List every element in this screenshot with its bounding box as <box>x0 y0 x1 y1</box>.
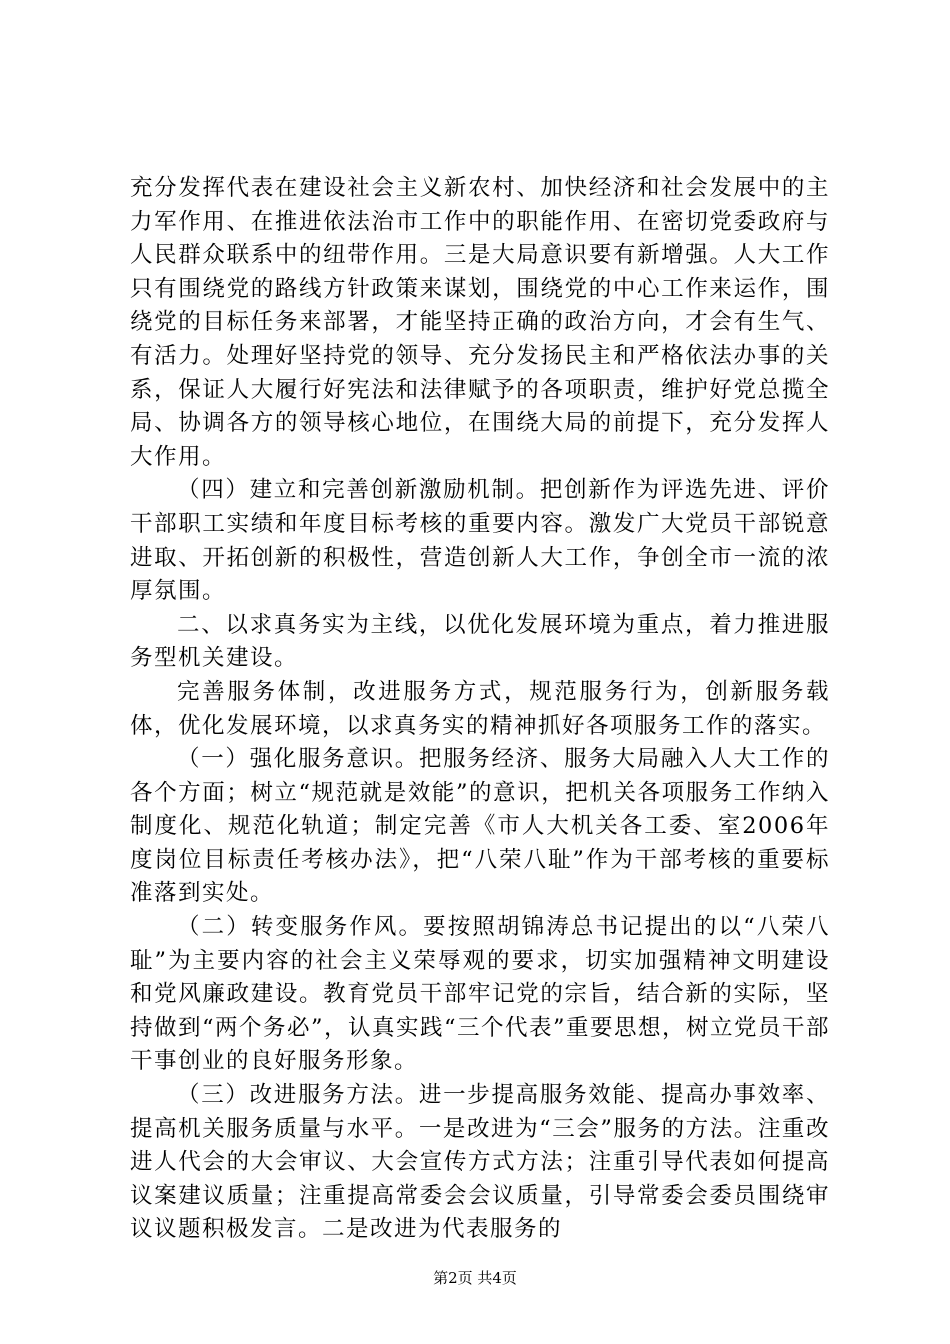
paragraph-5: （一）强化服务意识。把服务经济、服务大局融入人大工作的各个方面；树立“规范就是效能”的意识，把机关各项服务工作纳入制度化、规范化轨道；制定完善《市人大机关各工委、室2006年度岗位目标责任考核办法》，把“八荣八耻”作为干部考核的重要标准落到实处。 <box>130 746 830 907</box>
paragraph-3: 二、以求真务实为主线，以优化发展环境为重点，着力推进服务型机关建设。 <box>130 611 830 672</box>
paragraph-2: （四）建立和完善创新激励机制。把创新作为评选先进、评价干部职工实绩和年度目标考核的重要内容。激发广大党员干部锐意进取、开拓创新的积极性，营造创新人大工作，争创全市一流的浓厚氛围。 <box>130 477 830 605</box>
paragraph-4: 完善服务体制，改进服务方式，规范服务行为，创新服务载体，优化发展环境，以求真务实的精神抓好各项服务工作的落实。 <box>130 678 830 739</box>
paragraph-7: （三）改进服务方法。进一步提高服务效能、提高办事效率、提高机关服务质量与水平。一是改进为“三会”服务的方法。注重改进人代会的大会审议、大会宣传方式方法；注重引导代表如何提高议案建议质量；注重提高常委会会议质量，引导常委会委员围绕审议议题积极发言。二是改进为代表服务的 <box>130 1082 830 1243</box>
document-body <box>130 172 830 1247</box>
paragraph-6: （二）转变服务作风。要按照胡锦涛总书记提出的以“八荣八耻”为主要内容的社会主义荣辱观的要求，切实加强精神文明建设和党风廉政建设。教育党员干部牢记党的宗旨，结合新的实际，坚持做到“两个务必”，认真实践“三个代表”重要思想，树立党员干部干事创业的良好服务形象。 <box>130 914 831 1075</box>
paragraph-1: 充分发挥代表在建设社会主义新农村、加快经济和社会发展中的主力军作用、在推进依法治市工作中的职能作用、在密切党委政府与人民群众联系中的纽带作用。三是大局意识要有新增强。人大工作只有围绕党的路线方针政策来谋划，围绕党的中心工作来运作，围绕党的目标任务来部署，才能坚持正确的政治方向，才会有生气、有活力。处理好坚持党的领导、充分发扬民主和严格依法办事的关系，保证人大履行好宪法和法律赋予的各项职责，维护好党总揽全局、协调各方的领导核心地位，在围绕大局的前提下，充分发挥人大作用。 <box>130 175 830 470</box>
page-footer: 第2页 共4页 <box>433 1269 517 1287</box>
